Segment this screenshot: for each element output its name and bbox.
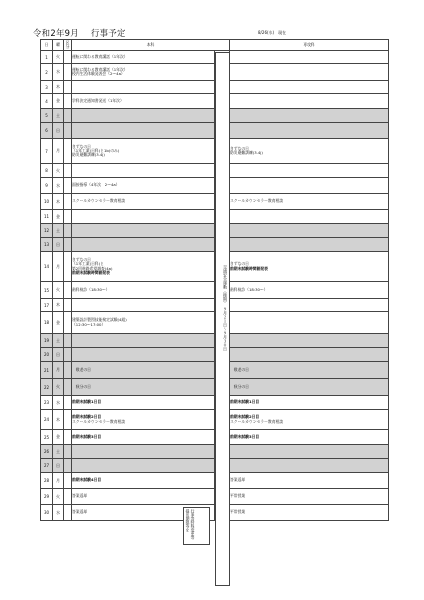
- cell-date: 5: [41, 109, 53, 123]
- cell-sub: [230, 459, 389, 473]
- cell-main: [72, 430, 215, 445]
- header-kubun-char: 区: [65, 40, 70, 45]
- cell-main: [72, 178, 215, 194]
- cell-date: 22: [41, 379, 53, 396]
- cell-date: 12: [41, 224, 53, 238]
- cell-kubun: [64, 334, 72, 348]
- cell-text-line: 敬老の日: [72, 366, 91, 372]
- cell-main: [72, 334, 215, 348]
- cell-dow: 月: [53, 362, 64, 379]
- cell-dow: 金: [53, 430, 64, 445]
- cell-text-line: きずなの日: [72, 143, 91, 149]
- cell-text-line: 第2回進路希望調査(4a): [72, 265, 113, 271]
- cell-text-line: 歯科検診（18:30～）: [72, 286, 110, 292]
- cell-text-line: きずなの日: [72, 256, 91, 262]
- cell-kubun: [64, 396, 72, 410]
- cell-sub: [230, 473, 389, 489]
- cell-sub: [230, 430, 389, 445]
- cell-kubun: [64, 348, 72, 362]
- cell-date: 7: [41, 139, 53, 164]
- cell-dow: 日: [53, 459, 64, 473]
- cell-text-line: 学科決定通知書発送（1年次）: [72, 97, 124, 103]
- cell-sub: [230, 379, 389, 396]
- cell-main: [72, 109, 215, 123]
- cell-sub: [230, 81, 389, 94]
- cell-sub: [230, 94, 389, 109]
- cell-kubun: [64, 312, 72, 334]
- cell-date: 25: [41, 430, 53, 445]
- cell-date: 19: [41, 334, 53, 348]
- cell-date: 24: [41, 410, 53, 430]
- cell-sub: [230, 489, 389, 505]
- cell-sub: [230, 109, 389, 123]
- cell-text-line: （1年工業(日科)と1b(のみ): [72, 147, 120, 153]
- cell-date: 18: [41, 312, 53, 334]
- cell-text-line: 運転に関わる教育講話（1年次）: [72, 53, 128, 59]
- cell-kubun: [64, 178, 72, 194]
- cell-dow: 月: [53, 139, 64, 164]
- cell-sub: [230, 362, 389, 379]
- cell-kubun: [64, 81, 72, 94]
- cell-kubun: [64, 64, 72, 81]
- cell-dow: 月: [53, 252, 64, 282]
- cell-date: 6: [41, 123, 53, 139]
- cell-date: 11: [41, 210, 53, 224]
- cell-text-line: 校内生活体験発表会（2～4a）: [72, 71, 125, 76]
- cell-text-line: 答案返却: [72, 493, 88, 499]
- header-main: 本科: [72, 40, 230, 51]
- cell-main: [72, 282, 215, 299]
- cell-dow: 水: [53, 178, 64, 194]
- cell-dow: 金: [53, 210, 64, 224]
- cell-sub: [230, 194, 389, 210]
- cell-date: 20: [41, 348, 53, 362]
- cell-date: 27: [41, 459, 53, 473]
- header-sub: 専攻科: [230, 40, 389, 51]
- cell-main: [72, 224, 215, 238]
- cell-sub: [230, 410, 389, 430]
- cell-kubun: [64, 505, 72, 521]
- cell-text-line: スクールカウンセラー教育相談: [72, 418, 126, 424]
- cell-sub: [230, 139, 389, 164]
- cell-date: 10: [41, 194, 53, 210]
- cell-sub: [230, 64, 389, 81]
- cell-date: 4: [41, 94, 53, 109]
- cell-date: 8: [41, 164, 53, 178]
- cell-date: 23: [41, 396, 53, 410]
- cell-dow: 金: [53, 312, 64, 334]
- cell-text-line: 面接指導（4年次 2～4a）: [72, 182, 120, 188]
- cell-kubun: [64, 51, 72, 64]
- cell-dow: 火: [53, 489, 64, 505]
- notice-text: [186, 509, 196, 543]
- cell-date: 1: [41, 51, 53, 64]
- cell-text-line: 答案返却: [72, 509, 88, 515]
- cell-kubun: [64, 445, 72, 459]
- cell-sub: [230, 210, 389, 224]
- cell-main: [72, 410, 215, 430]
- cell-main: [72, 94, 215, 109]
- notice-line-2: 提出期限等を: [186, 509, 191, 532]
- cell-date: 9: [41, 178, 53, 194]
- cell-kubun: [64, 164, 72, 178]
- cell-main: [72, 210, 215, 224]
- cell-sub: [230, 334, 389, 348]
- cell-text-line: 防災避難訓練(3.4j): [72, 152, 105, 158]
- cell-date: 13: [41, 238, 53, 252]
- cell-text-line: 前期末試験時間割発表: [72, 269, 110, 275]
- cell-kubun: [64, 489, 72, 505]
- cell-main: [72, 299, 215, 312]
- cell-sub: [230, 252, 389, 282]
- cell-kubun: [64, 473, 72, 489]
- cell-main: [72, 64, 215, 81]
- cell-text-line: 平常授業: [230, 493, 246, 499]
- cell-main: [72, 139, 215, 164]
- header-dow: 曜: [53, 40, 64, 51]
- cell-sub: [230, 396, 389, 410]
- cell-main: [72, 164, 215, 178]
- cell-dow: 火: [53, 282, 64, 299]
- cell-date: 15: [41, 282, 53, 299]
- cell-text-line: 前期末試験3日目: [72, 433, 102, 439]
- cell-sub: [230, 505, 389, 521]
- cell-date: 28: [41, 473, 53, 489]
- cell-text-line: 前期末試験時間割発表: [230, 265, 268, 271]
- cell-kubun: [64, 299, 72, 312]
- cell-dow: 日: [53, 238, 64, 252]
- cell-dow: 水: [53, 396, 64, 410]
- cell-kubun: [64, 194, 72, 210]
- cell-text-line: 敬老の日: [230, 366, 249, 372]
- cell-text-line: スクールカウンセラー教育相談: [72, 198, 126, 204]
- cell-dow: 日: [53, 123, 64, 139]
- as-of-date: 8/26(水) 現在: [258, 30, 287, 35]
- cell-text-line: 歯科検診（18:30～）: [230, 286, 268, 292]
- cell-kubun: [64, 252, 72, 282]
- cell-date: 21: [41, 362, 53, 379]
- cell-dow: 土: [53, 334, 64, 348]
- cell-main: [72, 51, 215, 64]
- cell-date: 26: [41, 445, 53, 459]
- cell-main: [72, 194, 215, 210]
- cell-main: [72, 362, 215, 379]
- cell-kubun: [64, 109, 72, 123]
- cell-text-line: スクールカウンセラー教育相談: [230, 198, 284, 204]
- cell-text-line: きずなの日: [230, 261, 249, 267]
- cell-sub: [230, 312, 389, 334]
- cell-text-line: 平常授業: [230, 509, 246, 515]
- cell-dow: 水: [53, 505, 64, 521]
- cell-sub: [230, 348, 389, 362]
- cell-dow: 木: [53, 410, 64, 430]
- cell-main: [72, 473, 215, 489]
- cell-dow: 火: [53, 51, 64, 64]
- cell-dow: 日: [53, 348, 64, 362]
- cell-kubun: [64, 362, 72, 379]
- cell-text-line: 秋分の日: [72, 383, 91, 389]
- cell-sub: [230, 238, 389, 252]
- cell-main: [72, 348, 215, 362]
- cell-main: [72, 81, 215, 94]
- title-month: 令和2年9月: [33, 28, 79, 38]
- traffic-safety-note: 交通安全運動（後期） ９月２１日～９月３０日: [223, 265, 228, 351]
- cell-dow: 火: [53, 164, 64, 178]
- cell-sub: [230, 51, 389, 64]
- cell-date: 14: [41, 252, 53, 282]
- cell-text-line: 前期末試験1日目: [230, 399, 260, 405]
- cell-dow: 火: [53, 379, 64, 396]
- cell-text-line: スクールカウンセラー教育相談: [230, 418, 284, 424]
- notice-line-1: 行事等時程変更等: [191, 509, 196, 540]
- cell-kubun: [64, 139, 72, 164]
- cell-main: [72, 123, 215, 139]
- cell-kubun: [64, 224, 72, 238]
- page-title: [33, 27, 126, 39]
- cell-kubun: [64, 123, 72, 139]
- cell-date: 3: [41, 81, 53, 94]
- cell-text-line: 防災避難訓練(3.4j): [230, 150, 263, 155]
- cell-dow: 土: [53, 445, 64, 459]
- cell-kubun: [64, 94, 72, 109]
- cell-main: [72, 312, 215, 334]
- cell-main: [72, 489, 215, 505]
- cell-dow: 土: [53, 224, 64, 238]
- cell-dow: 木: [53, 81, 64, 94]
- table-header-row: [41, 40, 389, 51]
- cell-kubun: [64, 410, 72, 430]
- cell-main: [72, 379, 215, 396]
- cell-text-line: 前期末試験4日目: [72, 477, 102, 483]
- cell-date: 2: [41, 64, 53, 81]
- cell-date: 17: [41, 299, 53, 312]
- cell-date: 29: [41, 489, 53, 505]
- cell-text-line: 前期末試験2日目: [230, 414, 260, 420]
- cell-text-line: 秋分の日: [230, 383, 249, 389]
- cell-dow: 水: [53, 64, 64, 81]
- cell-sub: [230, 224, 389, 238]
- cell-kubun: [64, 430, 72, 445]
- cell-dow: 月: [53, 473, 64, 489]
- cell-dow: 木: [53, 299, 64, 312]
- cell-kubun: [64, 282, 72, 299]
- cell-text-line: （12:30～17:00）: [72, 321, 106, 327]
- title-label: 行事予定: [90, 28, 126, 38]
- cell-text-line: 前期末試験3日目: [230, 433, 260, 439]
- cell-text-line: 答案返却: [230, 477, 246, 483]
- cell-text-line: きずなの日: [230, 145, 249, 151]
- cell-kubun: [64, 238, 72, 252]
- cell-main: [72, 238, 215, 252]
- cell-text-line: 建築設計製図技能検定試験(4組): [72, 317, 127, 323]
- cell-sub: [230, 299, 389, 312]
- cell-text-line: 運転に関わる教育講話（1年次）: [72, 66, 128, 72]
- cell-kubun: [64, 379, 72, 396]
- cell-sub: [230, 178, 389, 194]
- cell-sub: [230, 123, 389, 139]
- cell-sub: [230, 164, 389, 178]
- cell-kubun: [64, 459, 72, 473]
- cell-text-line: （1年工業(日科)と: [72, 261, 104, 267]
- cell-main: [72, 252, 215, 282]
- header-date: 日: [41, 40, 53, 51]
- cell-kubun: [64, 210, 72, 224]
- header-kubun: [64, 40, 72, 51]
- cell-sub: [230, 282, 389, 299]
- cell-date: 30: [41, 505, 53, 521]
- cell-main: [72, 445, 215, 459]
- cell-dow: 土: [53, 109, 64, 123]
- cell-text-line: 前期末試験2日目: [72, 414, 102, 420]
- cell-sub: [230, 445, 389, 459]
- cell-text-line: 前期末試験1日目: [72, 399, 102, 405]
- cell-main: [72, 459, 215, 473]
- header-kubun-char: 分: [65, 44, 70, 49]
- cell-dow: 木: [53, 194, 64, 210]
- cell-dow: 金: [53, 94, 64, 109]
- cell-main: [72, 396, 215, 410]
